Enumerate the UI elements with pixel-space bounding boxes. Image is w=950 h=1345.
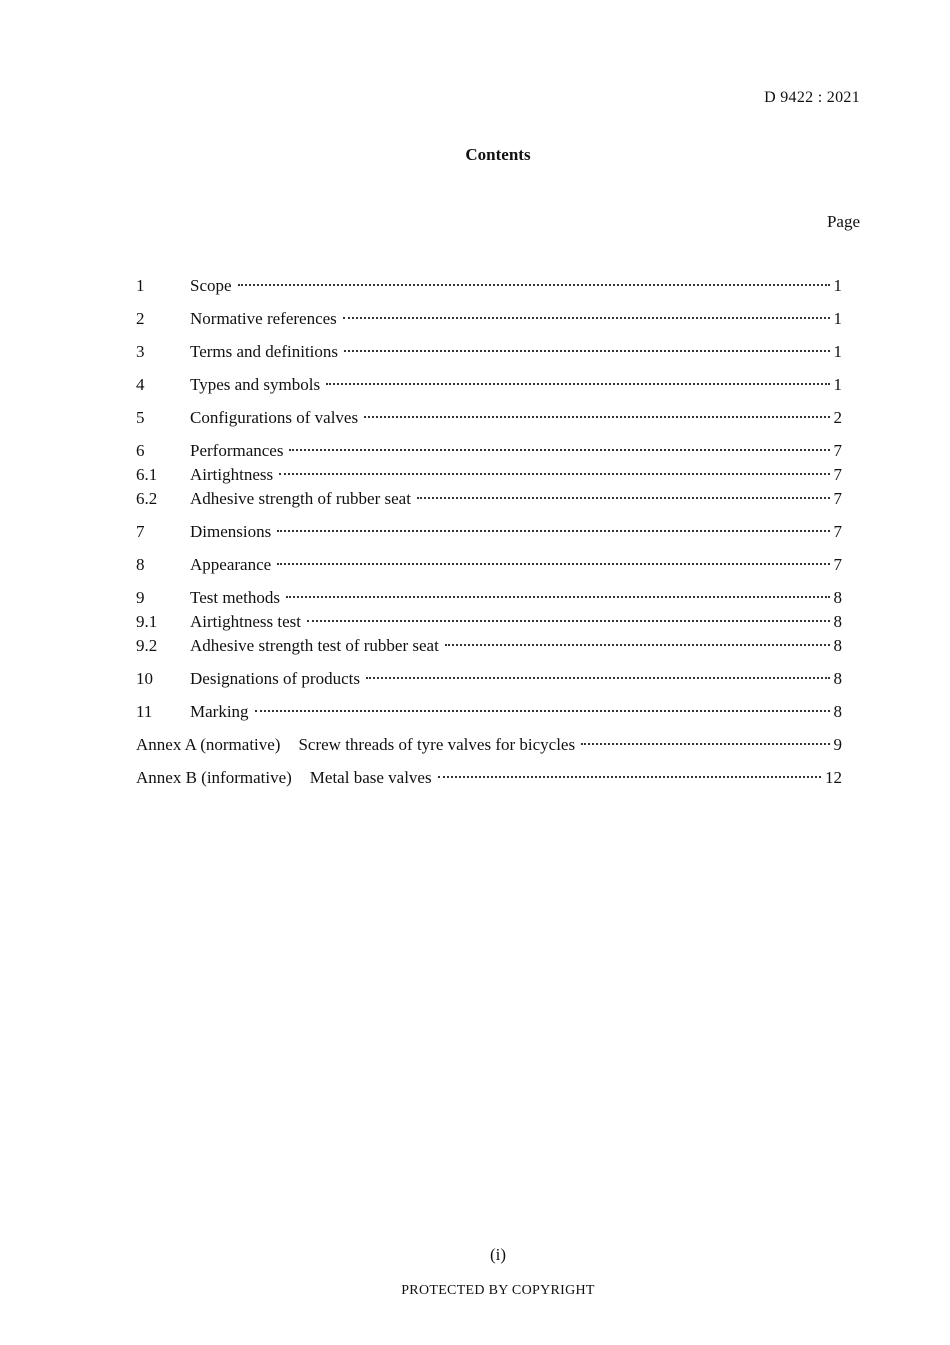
toc-group [136, 669, 842, 693]
toc-entry-title: Performances [190, 441, 284, 460]
toc-entry-page: 1 [833, 309, 842, 328]
toc-entry-marking[interactable] [136, 702, 842, 726]
toc-entry-title: Appearance [190, 555, 272, 574]
contents-title: Contents [465, 145, 531, 164]
dot-leader [307, 620, 830, 622]
toc-entry-title: Adhesive strength of rubber seat [190, 489, 411, 508]
dot-leader [366, 677, 830, 679]
toc-group [136, 342, 842, 366]
toc-entry-configurations-of-valves[interactable] [136, 408, 842, 432]
toc-entry-page: 8 [833, 588, 842, 607]
toc-entry-title: Marking [190, 702, 249, 721]
dot-leader [279, 473, 829, 475]
dot-leader [238, 284, 830, 286]
toc-entry-page: 2 [833, 408, 842, 427]
toc-group [136, 702, 842, 726]
toc-group [136, 375, 842, 399]
table-of-contents [136, 276, 842, 801]
toc-entry-page: 7 [833, 489, 842, 508]
toc-entry-page: 1 [833, 342, 842, 361]
toc-group [136, 522, 842, 546]
toc-entry-airtightness[interactable] [136, 465, 842, 489]
toc-entry-number: 1 [136, 276, 145, 295]
document-identifier: D 9422 : 2021 [764, 89, 860, 106]
toc-entry-title: Test methods [190, 588, 280, 607]
toc-entry-terms-and-definitions[interactable] [136, 342, 842, 366]
toc-entry-adhesive-strength-of-rubber-seat[interactable] [136, 489, 842, 513]
dot-leader [286, 596, 830, 598]
toc-entry-number: 9.1 [136, 612, 158, 631]
toc-entry-airtightness-test[interactable] [136, 612, 842, 636]
toc-entry-number: 5 [136, 408, 145, 427]
toc-entry-page: 7 [833, 522, 842, 541]
dot-leader [289, 449, 829, 451]
toc-group [136, 555, 842, 579]
toc-group [136, 408, 842, 432]
dot-leader [417, 497, 830, 499]
toc-entry-title: Normative references [190, 309, 337, 328]
toc-entry-page: 12 [825, 768, 842, 787]
toc-entry-title: Configurations of valves [190, 408, 359, 427]
toc-entry-number: 9 [136, 588, 145, 607]
toc-group [136, 309, 842, 333]
copyright-notice: PROTECTED BY COPYRIGHT [401, 1283, 595, 1298]
toc-entry-page: 1 [833, 375, 842, 394]
dot-leader [445, 644, 830, 646]
toc-entry-page: 7 [833, 441, 842, 460]
toc-entry-title: Airtightness test [190, 612, 301, 631]
toc-group [136, 441, 842, 513]
toc-entry-number: 8 [136, 555, 145, 574]
toc-group [136, 735, 842, 759]
toc-entry-annex-b[interactable] [136, 768, 842, 792]
toc-entry-title: Metal base valves [309, 768, 432, 787]
toc-entry-number: 10 [136, 669, 153, 688]
toc-entry-title: Scope [190, 276, 232, 295]
toc-entry-page: 8 [833, 636, 842, 655]
dot-leader [326, 383, 829, 385]
toc-entry-appearance[interactable] [136, 555, 842, 579]
toc-entry-annex-a[interactable] [136, 735, 842, 759]
dot-leader [581, 743, 829, 745]
toc-entry-number: 11 [136, 702, 153, 721]
toc-entry-number: 2 [136, 309, 145, 328]
toc-entry-title: Screw threads of tyre valves for bicycles [298, 735, 576, 754]
toc-entry-number: 9.2 [136, 636, 158, 655]
toc-entry-test-methods[interactable] [136, 588, 842, 612]
dot-leader [364, 416, 829, 418]
toc-group [136, 276, 842, 300]
toc-entry-title: Airtightness [190, 465, 274, 484]
dot-leader [343, 317, 830, 319]
toc-entry-title: Types and symbols [190, 375, 321, 394]
toc-group [136, 588, 842, 660]
toc-entry-page: 8 [833, 702, 842, 721]
dot-leader [255, 710, 830, 712]
toc-entry-title: Designations of products [190, 669, 360, 688]
toc-entry-normative-references[interactable] [136, 309, 842, 333]
toc-entry-page: 1 [833, 276, 842, 295]
dot-leader [344, 350, 829, 352]
toc-entry-dimensions[interactable] [136, 522, 842, 546]
annex-label: Annex B (informative) [136, 768, 292, 787]
toc-entry-designations-of-products[interactable] [136, 669, 842, 693]
toc-group [136, 768, 842, 792]
toc-entry-number: 7 [136, 522, 145, 541]
toc-entry-title: Dimensions [190, 522, 272, 541]
toc-entry-number: 6 [136, 441, 145, 460]
page-column-label: Page [826, 212, 860, 231]
toc-entry-types-and-symbols[interactable] [136, 375, 842, 399]
toc-entry-performances[interactable] [136, 441, 842, 465]
toc-entry-number: 6.1 [136, 465, 158, 484]
toc-entry-title: Adhesive strength test of rubber seat [190, 636, 439, 655]
dot-leader [438, 776, 821, 778]
toc-entry-page: 9 [833, 735, 842, 754]
toc-entry-page: 8 [833, 669, 842, 688]
page-number: (i) [489, 1245, 507, 1264]
toc-entry-title: Terms and definitions [190, 342, 339, 361]
toc-entry-page: 8 [833, 612, 842, 631]
toc-entry-adhesive-strength-test[interactable] [136, 636, 842, 660]
toc-entry-number: 6.2 [136, 489, 158, 508]
dot-leader [277, 563, 829, 565]
toc-entry-page: 7 [833, 555, 842, 574]
dot-leader [277, 530, 829, 532]
annex-label: Annex A (normative) [136, 735, 281, 754]
toc-entry-number: 3 [136, 342, 145, 361]
toc-entry-page: 7 [833, 465, 842, 484]
toc-entry-scope[interactable] [136, 276, 842, 300]
toc-entry-number: 4 [136, 375, 145, 394]
